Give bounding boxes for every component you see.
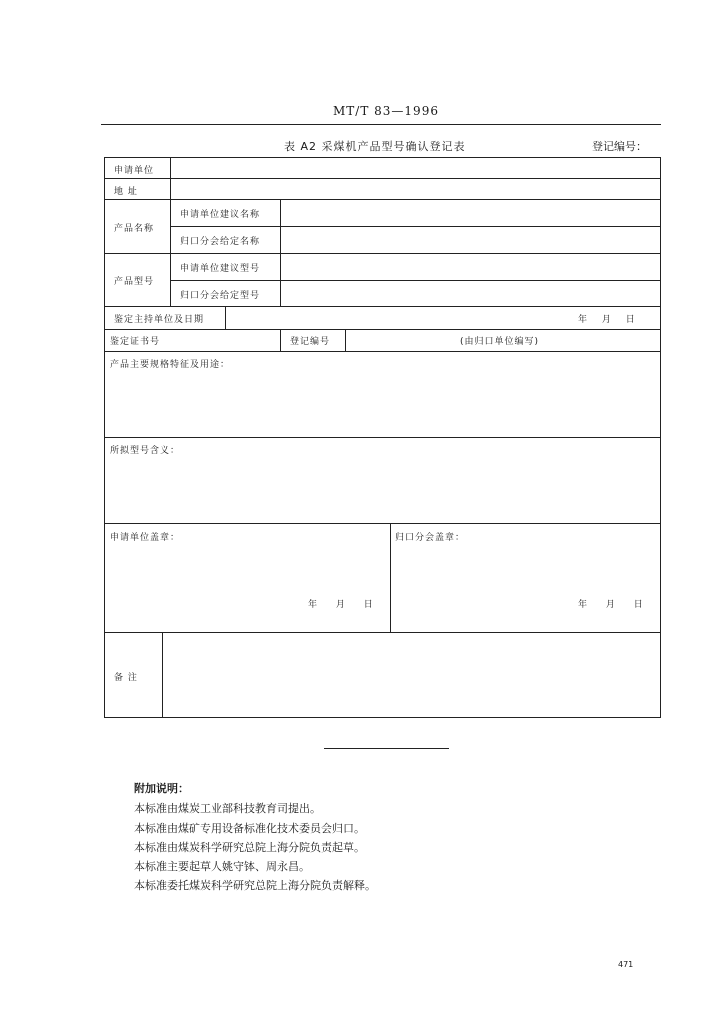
applicant-seal-date: 年 月 日 [308,600,374,610]
suggested-model-label: 申请单位建议型号 [180,264,261,274]
numbered-by-note: (由归口单位编写) [460,337,540,347]
address-label: 地 址 [114,187,138,197]
registration-no-label: 登记编号 [290,337,331,347]
appraisal-host-label: 鉴定主持单位及日期 [114,315,205,325]
table-title: 表 A2 采煤机产品型号确认登记表 [284,140,466,153]
product-name-label: 产品名称 [114,224,155,234]
page-number: 471 [618,960,634,969]
section-separator [324,748,449,749]
assigned-model-label: 归口分会给定型号 [180,291,261,301]
remarks-label: 备 注 [114,673,138,683]
header-rule [101,124,661,125]
assigned-name-label: 归口分会给定名称 [180,237,261,247]
notes-title: 附加说明： [134,782,189,795]
branch-seal-date: 年 月 日 [578,600,644,610]
note-line: 本标准由煤矿专用设备标准化技术委员会归口。 [134,822,365,835]
note-line: 本标准委托煤炭科学研究总院上海分院负责解释。 [134,879,376,892]
model-meaning-label: 所拟型号含义： [110,446,181,456]
appraisal-date: 年 月 日 [578,315,636,325]
suggested-name-label: 申请单位建议名称 [180,210,261,220]
registration-number-label: 登记编号： [592,140,647,153]
product-model-label: 产品型号 [114,277,155,287]
applicant-label: 申请单位 [114,166,155,176]
standard-code: MT/T 83—1996 [333,104,439,118]
certificate-no-label: 鉴定证书号 [110,337,161,347]
note-line: 本标准主要起草人姚守钵、周永昌。 [134,860,310,873]
main-specs-label: 产品主要规格特征及用途： [110,360,231,370]
note-line: 本标准由煤炭科学研究总院上海分院负责起草。 [134,841,365,854]
applicant-seal-label: 申请单位盖章： [110,533,181,543]
note-line: 本标准由煤炭工业部科技教育司提出。 [134,802,321,815]
branch-seal-label: 归口分会盖章： [395,533,466,543]
